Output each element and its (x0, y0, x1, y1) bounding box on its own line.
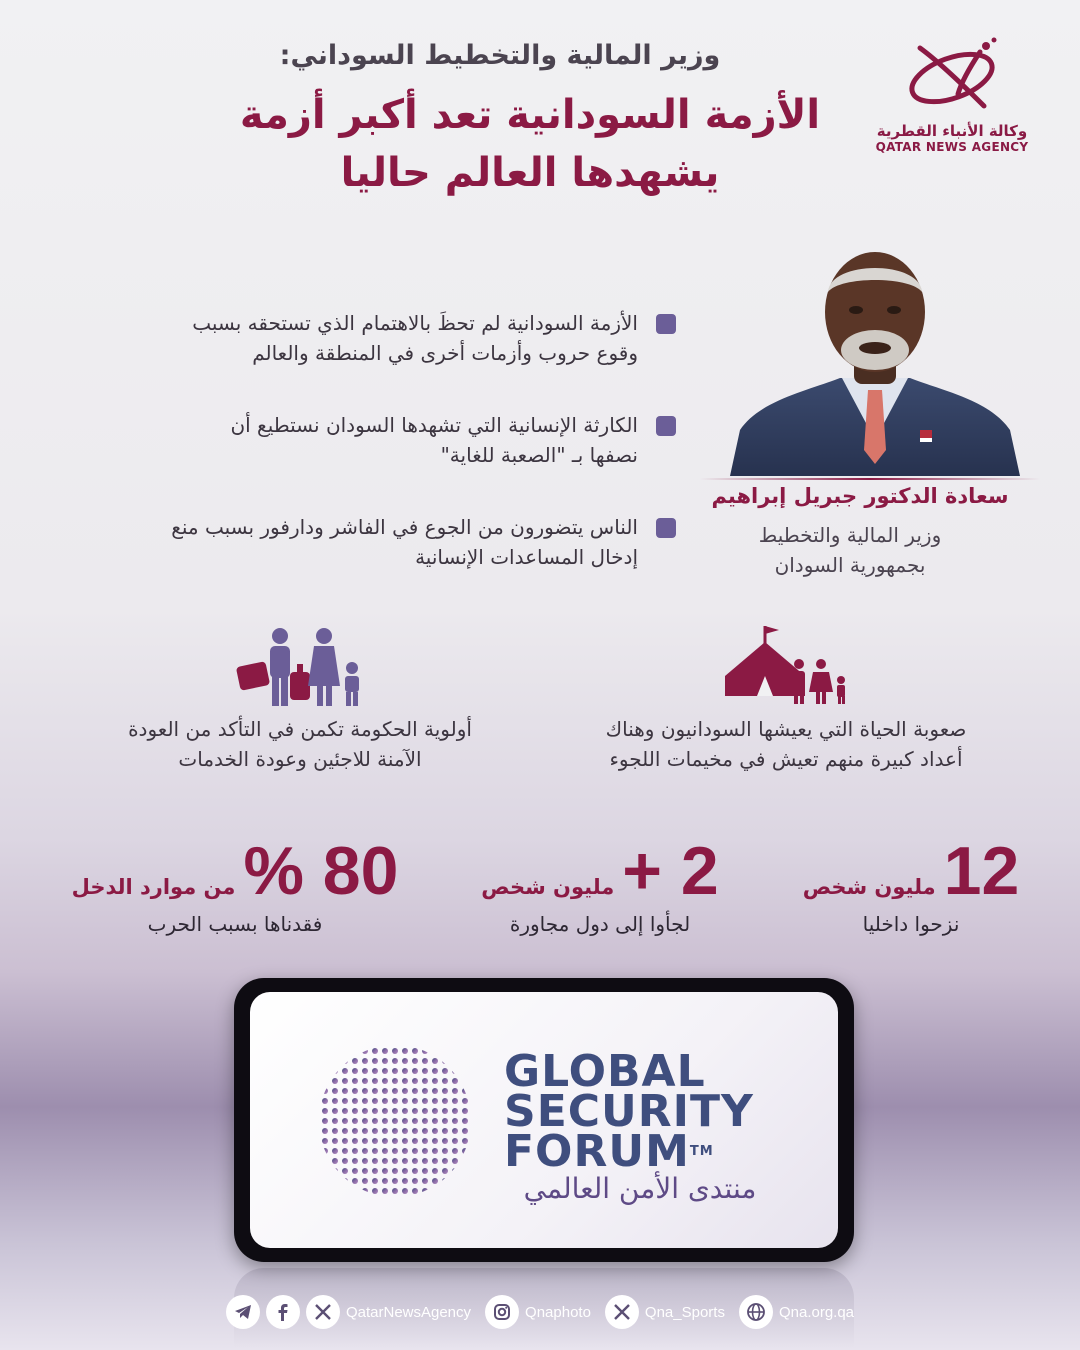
bullet-item (96, 512, 676, 572)
person-role-line-2: بجمهورية السودان (774, 553, 926, 577)
stat-caption: نزحوا داخليا (862, 912, 960, 936)
title-line-2: يشهدها العالم حاليا (340, 150, 720, 196)
info-line: الآمنة للاجئين وعودة الخدمات (178, 747, 422, 771)
info-return (80, 624, 520, 774)
minister-portrait (730, 240, 1020, 476)
bullet-item (96, 410, 676, 470)
stat-number: 2 + (622, 833, 719, 909)
stat-unit: مليون شخص (802, 875, 936, 899)
bullet-line: الكارثة الإنسانية التي تشهدها السودان نستطيع أن (230, 413, 638, 437)
stat-refugees (460, 832, 740, 936)
stat-caption: لجأوا إلى دول مجاورة (509, 912, 691, 936)
facebook-icon[interactable] (266, 1295, 300, 1329)
instagram-icon[interactable] (485, 1295, 519, 1329)
footer-socials (0, 1294, 1080, 1330)
forum-line-1: GLOBAL (504, 1046, 706, 1097)
bullet-text (96, 512, 638, 572)
stat-income (60, 832, 410, 936)
bullet-item (96, 308, 676, 368)
social-handle[interactable]: Qna_Sports (644, 1303, 725, 1321)
forum-name-ar: منتدى الأمن العالمي (523, 1172, 757, 1205)
bullet-square-icon (656, 314, 676, 334)
bullet-line: إدخال المساعدات الإنسانية (415, 545, 638, 569)
bullet-line: وقوع حروب وأزمات أخرى في المنطقة والعالم (252, 341, 638, 365)
forum-wordmark (504, 1046, 754, 1177)
person-role (720, 520, 980, 580)
stat-unit: من موارد الدخل (71, 875, 236, 899)
stat-caption: فقدناها بسبب الحرب (147, 912, 323, 936)
bullet-text (96, 410, 638, 470)
info-camp (566, 624, 1006, 774)
person-role-line-1: وزير المالية والتخطيط (758, 523, 942, 547)
stat-displaced (786, 832, 1036, 936)
globe-dots-icon (310, 1036, 480, 1206)
social-group-photo (485, 1295, 591, 1329)
x-icon[interactable] (605, 1295, 639, 1329)
bullet-line: الناس يتضورون من الجوع في الفاشر ودارفور بسبب منع (171, 515, 638, 539)
trademark: TM (689, 1144, 714, 1159)
social-group-sports (605, 1295, 725, 1329)
info-return-text (80, 714, 520, 774)
supertitle: وزير المالية والتخطيط السوداني: (279, 40, 721, 71)
forum-line-2: SECURITY (504, 1086, 754, 1137)
social-group-main (226, 1295, 471, 1329)
bullet-line: الأزمة السودانية لم تحظَ بالاهتمام الذي تستحقه بسبب (192, 311, 638, 335)
portrait-divider (700, 478, 1040, 480)
stat-unit: مليون شخص (481, 875, 615, 899)
qna-logo (862, 34, 1042, 164)
info-line: أعداد كبيرة منهم تعيش في مخيمات اللجوء (609, 747, 963, 771)
social-handle[interactable]: QatarNewsAgency (345, 1303, 472, 1321)
social-group-web (739, 1295, 854, 1329)
telegram-icon[interactable] (226, 1295, 260, 1329)
logo-name-ar: وكالة الأنباء القطرية (876, 122, 1028, 140)
stat-number: 80 % (243, 833, 399, 909)
social-handle[interactable]: Qnaphoto (525, 1303, 591, 1321)
bullet-square-icon (656, 518, 676, 538)
info-camp-text (566, 714, 1006, 774)
logo-name-en: QATAR NEWS AGENCY (875, 140, 1029, 154)
bullet-line: نصفها بـ "الصعبة للغاية" (440, 443, 638, 467)
globe-icon[interactable] (739, 1295, 773, 1329)
x-icon[interactable] (306, 1295, 340, 1329)
forum-line-3 (504, 1126, 754, 1177)
bullet-square-icon (656, 416, 676, 436)
family-luggage-icon (230, 624, 370, 708)
person-name: سعادة الدكتور جبريل إبراهيم (711, 484, 1009, 508)
refugee-camp-tent-icon (721, 624, 851, 708)
bullet-text (96, 308, 638, 368)
forum-line-3-text: FORUM (504, 1126, 690, 1177)
phone-screen (250, 992, 838, 1248)
stat-number: 12 (943, 833, 1020, 909)
website-link[interactable]: Qna.org.qa (778, 1303, 855, 1321)
phone-mockup (234, 978, 854, 1262)
info-line: صعوبة الحياة التي يعيشها السودانيون وهناك (605, 717, 967, 741)
bullet-list (96, 308, 676, 614)
info-line: أولوية الحكومة تكمن في التأكد من العودة (128, 717, 472, 741)
qna-atom-icon (902, 34, 1002, 118)
title-line-1: الأزمة السودانية تعد أكبر أزمة (239, 92, 821, 138)
